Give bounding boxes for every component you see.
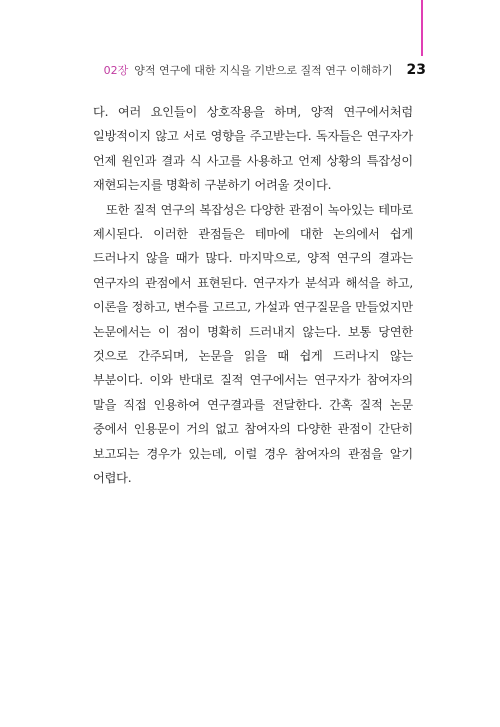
paragraph-2: 또한 질적 연구의 복잡성은 다양한 관점이 녹아있는 테마로 제시된다. 이러한 관점들은 테마에 대한 논의에서 쉽게 드러나지 않을 때가 많다. 마지막으로, 양적 연구의 결과는 연구자의 관점에서 표현된다. 연구자가 분석과 해석을 하고, 이론을 정하고, 변수를 고르고, 가설과 연구질문을 만들었지만 논문에서는 이 점이 명확히 드러내지 않는다. 보통 당연한 것으로 간주되며, 논문을 읽을 때 쉽게 드러나지 않는 부분이다. 이와 반대로 질적 연구에서는 연구자가 참여자의 말을 직접 인용하여 연구결과를 전달한다. 간혹 질적 논문 중에서 인용문이 거의 없고 참여자의 다양한 관점이 간단히 보고되는 경우가 있는데, 이럴 경우 참여자의 관점을 알기 어렵다.: [93, 202, 413, 486]
page-edge-marker: [421, 0, 423, 56]
page-number: 23: [406, 62, 426, 78]
paragraph-1: 다. 여러 요인들이 상호작용을 하며, 양적 연구에서처럼 일방적이지 않고 서로 영향을 주고받는다. 독자들은 연구자가 언제 원인과 결과 식 사고를 사용하고 언제 상황의 특잡성이 재현되는지를 명확히 구분하기 어려울 것이다.: [93, 105, 413, 193]
chapter-label: 02장: [103, 64, 129, 77]
chapter-title: 양적 연구에 대한 지식을 기반으로 질적 연구 이해하기: [134, 64, 393, 77]
running-header: [104, 60, 426, 80]
body-text: [93, 100, 413, 491]
